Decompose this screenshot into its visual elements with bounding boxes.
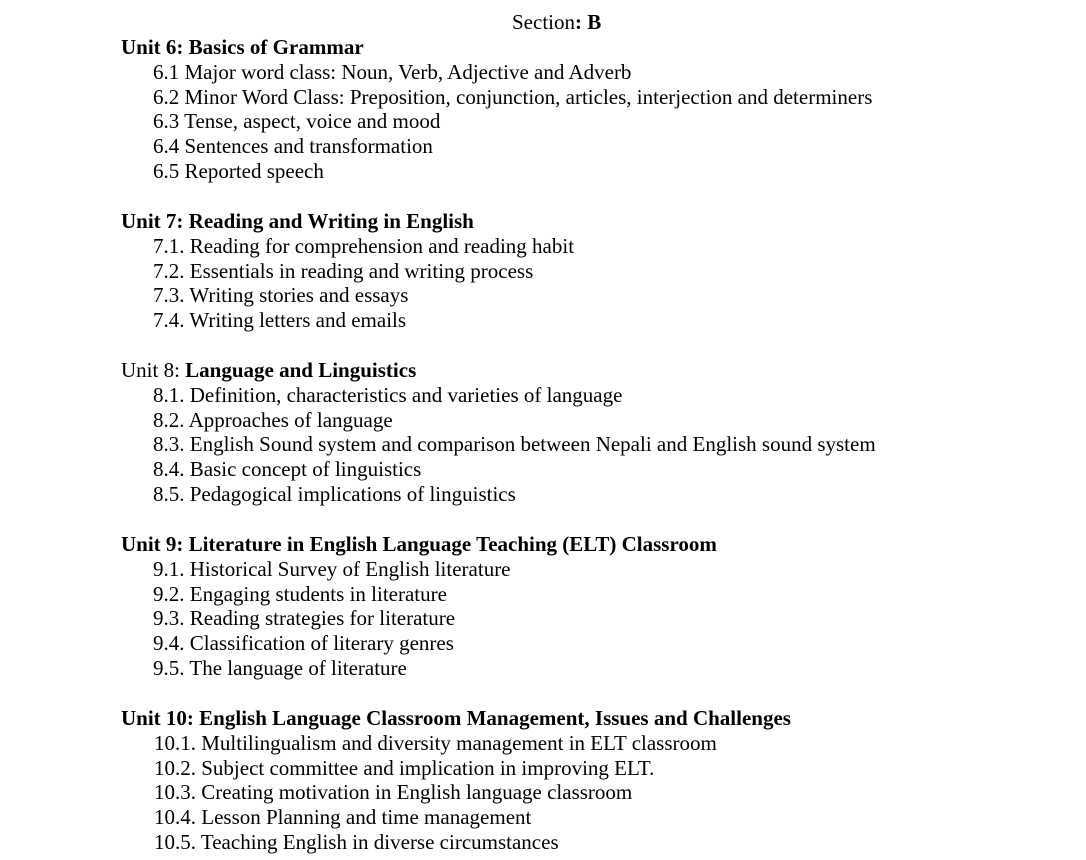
list-item: 8.5. Pedagogical implications of linguistics — [153, 481, 516, 506]
unit-7 — [121, 209, 1061, 333]
list-item: 6.2 Minor Word Class: Preposition, conjunction, articles, interjection and determiners — [153, 84, 873, 109]
unit-title: Reading and Writing in English — [188, 209, 474, 233]
unit-heading — [121, 209, 1061, 234]
list-item: 8.1. Definition, characteristics and varieties of language — [153, 382, 623, 407]
unit-label: Unit 10: — [121, 706, 194, 730]
unit-heading — [121, 532, 1061, 557]
list-item: 7.4. Writing letters and emails — [153, 308, 407, 333]
unit-label: Unit 7: — [121, 209, 184, 233]
unit-9 — [121, 532, 1061, 681]
list-item: 10.5. Teaching English in diverse circumstances — [154, 829, 559, 854]
list-item: 6.1 Major word class: Noun, Verb, Adjective and Adverb — [153, 59, 632, 84]
list-item: 9.5. The language of literature — [153, 655, 407, 680]
unit-heading — [121, 358, 1061, 383]
unit-heading — [121, 706, 1061, 731]
unit-6 — [121, 35, 1061, 184]
unit-heading — [121, 35, 1061, 60]
unit-label: Unit 6: — [121, 35, 184, 59]
unit-10 — [121, 706, 1061, 855]
section-prefix: Section — [512, 10, 575, 34]
list-item: 8.3. English Sound system and comparison between Nepali and English sound system — [153, 432, 876, 457]
unit-title: English Language Classroom Management, Issues and Challenges — [199, 706, 791, 730]
list-item: 10.2. Subject committee and implication in improving ELT. — [154, 755, 655, 780]
list-item: 7.3. Writing stories and essays — [153, 283, 409, 308]
list-item: 7.2. Essentials in reading and writing process — [153, 258, 534, 283]
list-item: 10.4. Lesson Planning and time management — [154, 805, 532, 830]
list-item: 6.5 Reported speech — [153, 158, 324, 183]
unit-label: Unit 8: — [121, 358, 180, 382]
list-item: 9.2. Engaging students in literature — [153, 581, 447, 606]
list-item: 8.4. Basic concept of linguistics — [153, 457, 422, 482]
list-item: 6.3 Tense, aspect, voice and mood — [153, 109, 441, 134]
unit-title: Literature in English Language Teaching (ELT) Classroom — [188, 532, 717, 556]
list-item: 7.1. Reading for comprehension and reading habit — [153, 233, 575, 258]
section-heading — [512, 10, 601, 35]
list-item: 8.2. Approaches of language — [153, 407, 393, 432]
unit-8 — [121, 358, 1061, 507]
list-item: 9.1. Historical Survey of English literature — [153, 556, 511, 581]
unit-label: Unit 9: — [121, 532, 184, 556]
section-label: : B — [575, 10, 602, 34]
list-item: 9.3. Reading strategies for literature — [153, 606, 456, 631]
list-item: 9.4. Classification of literary genres — [153, 631, 454, 656]
unit-title: Language and Linguistics — [185, 358, 417, 382]
list-item: 6.4 Sentences and transformation — [153, 134, 433, 159]
list-item: 10.3. Creating motivation in English language classroom — [154, 780, 633, 805]
unit-title: Basics of Grammar — [188, 35, 364, 59]
list-item: 10.1. Multilingualism and diversity management in ELT classroom — [154, 730, 717, 755]
